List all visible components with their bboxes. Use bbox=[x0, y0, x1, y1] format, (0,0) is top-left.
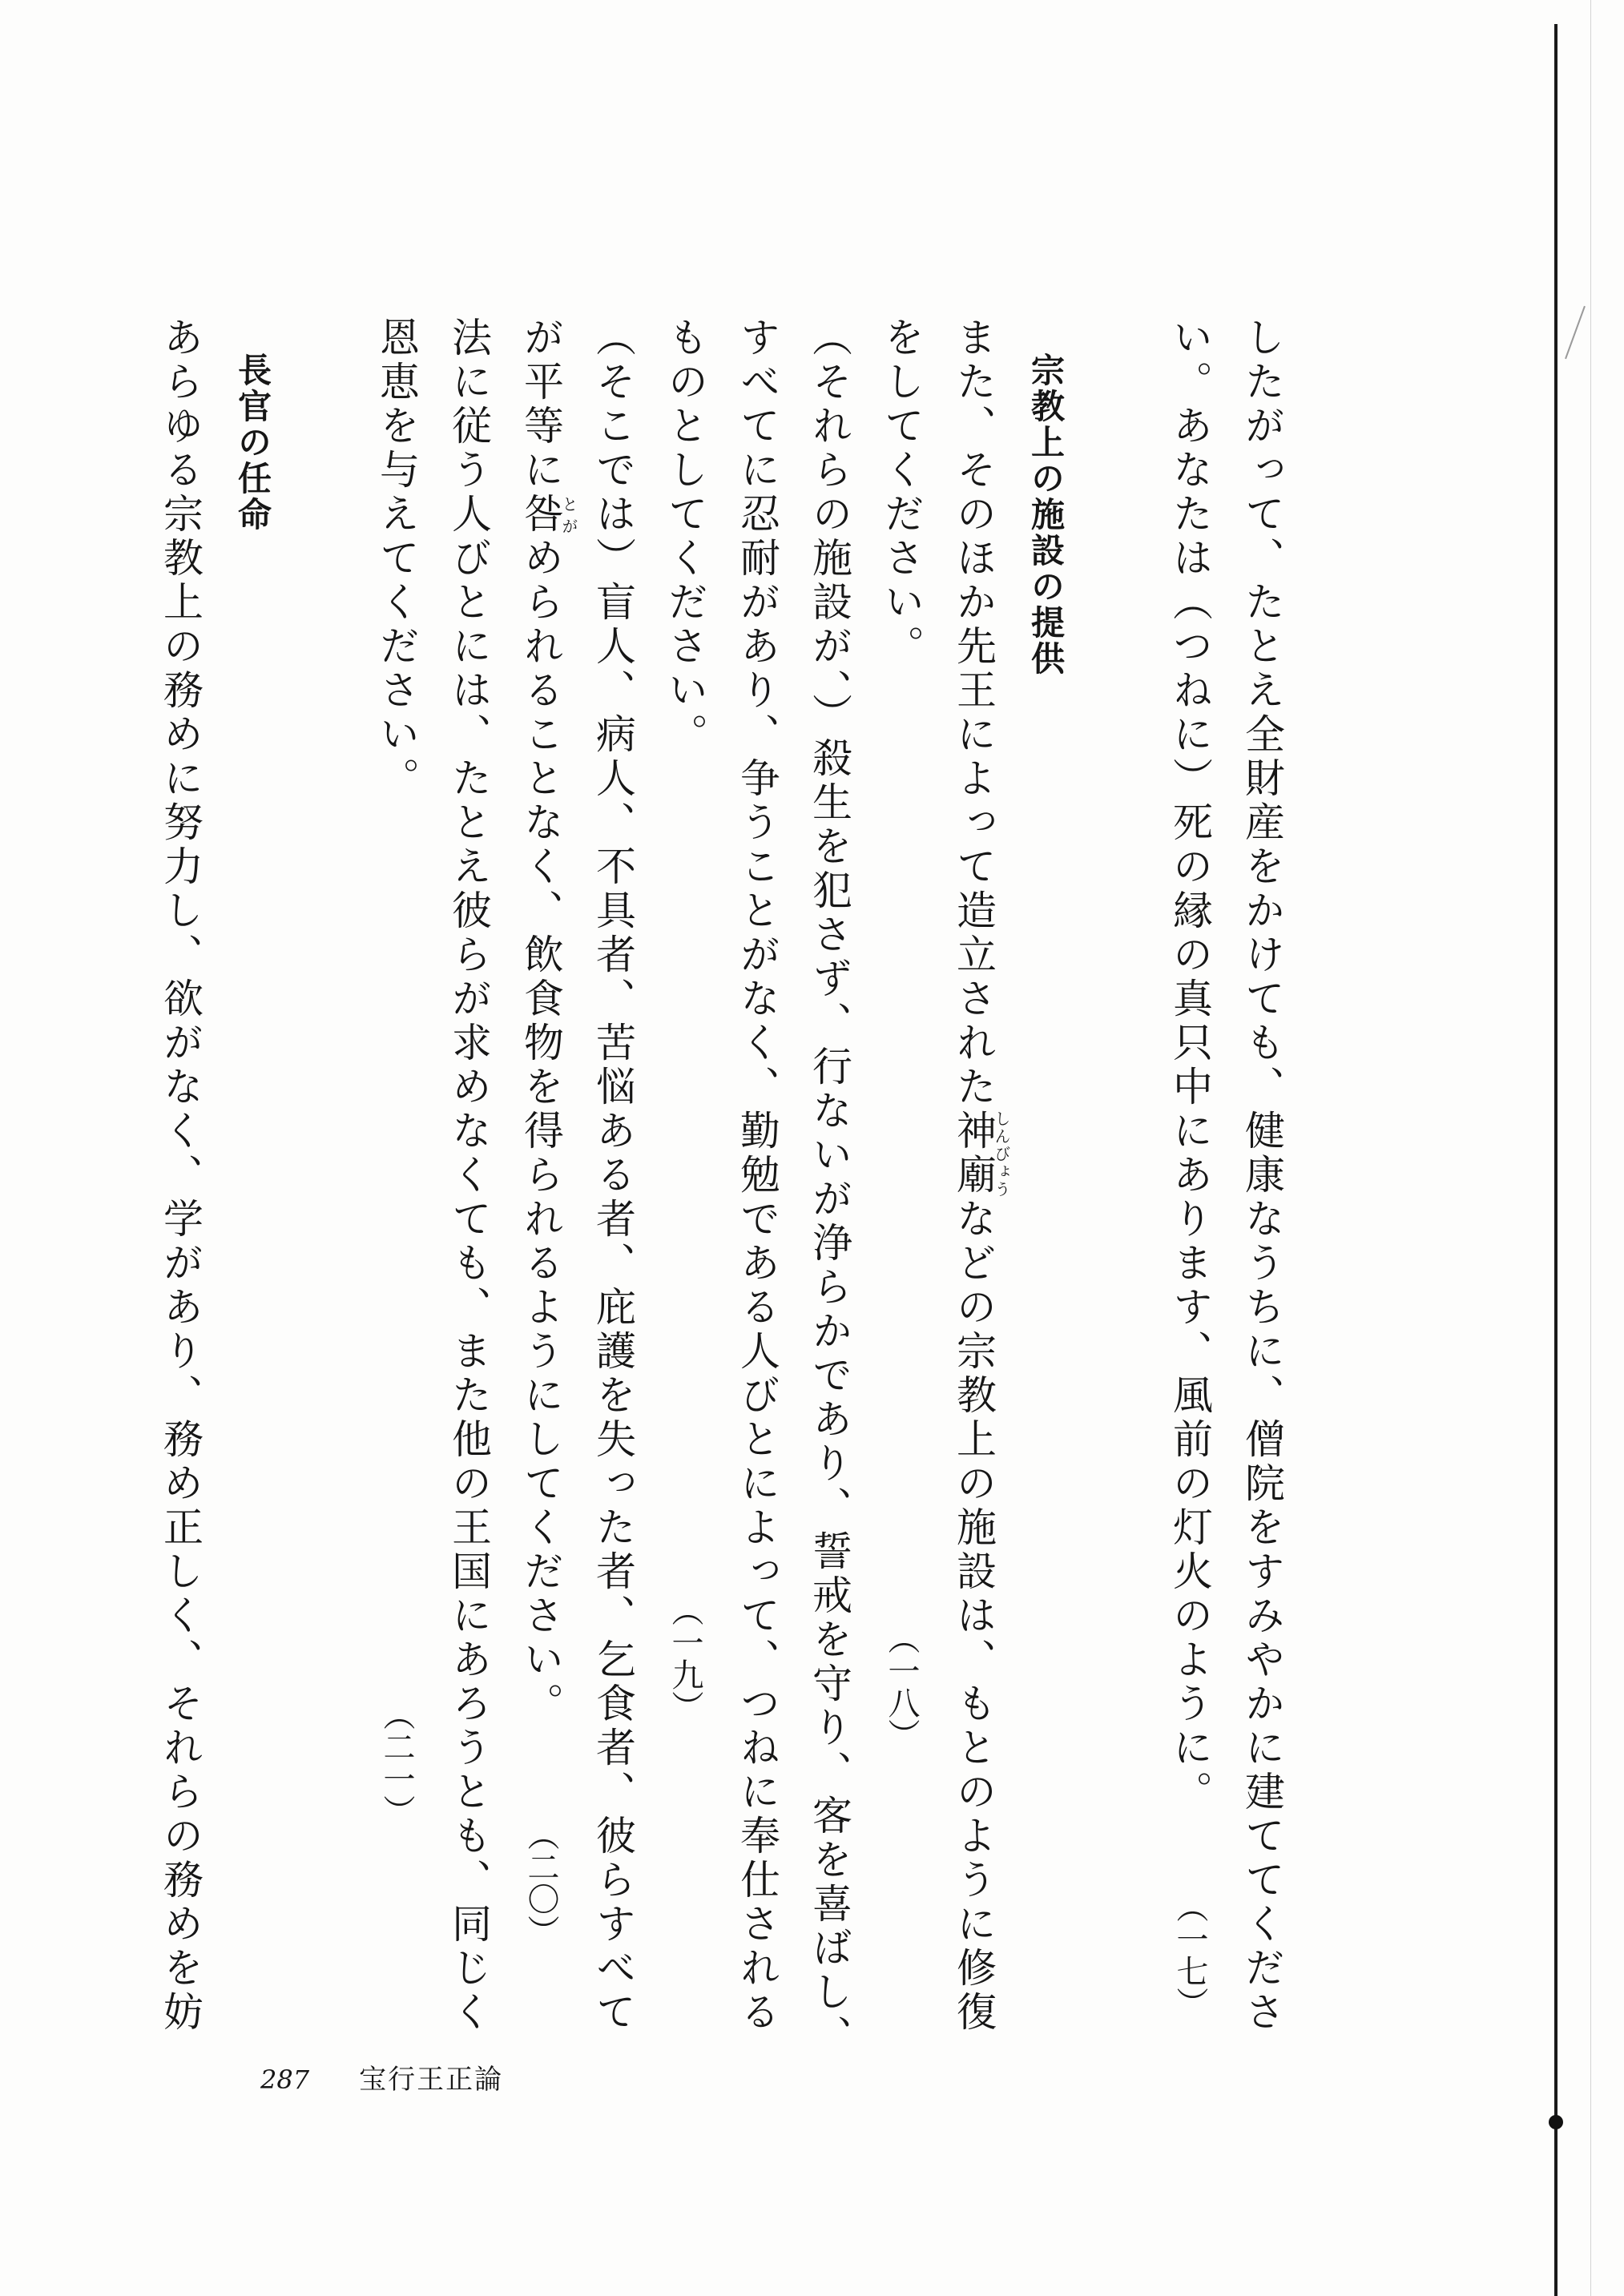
binding-mark bbox=[1549, 2115, 1563, 2129]
text-line bbox=[1154, 316, 1226, 2019]
binding-edge-line bbox=[1554, 24, 1558, 2296]
section-heading bbox=[216, 316, 288, 1927]
text-line bbox=[865, 316, 937, 1927]
line-text: あらゆる宗教上の務めに努力し、欲がなく、学があり、務め正しく、それらの務めを妨 bbox=[157, 316, 204, 2035]
line-text: などの宗教上の施設は、もとのように修復 bbox=[950, 1198, 997, 2035]
line-text: が平等に bbox=[518, 316, 564, 493]
scan-edge-line bbox=[1590, 0, 1591, 2296]
text-line bbox=[144, 316, 216, 2035]
line-text: められることなく、飲食物を得られるようにしてください。 bbox=[518, 537, 564, 1726]
text-line bbox=[433, 316, 505, 2035]
verse-number: （二〇） bbox=[522, 1819, 559, 1947]
text-line bbox=[577, 316, 649, 2035]
line-text: すべてに忍耐があり、争うことがなく、勤勉である人びとによって、つねに奉仕される bbox=[734, 316, 780, 2035]
line-text: ものとしてください。 bbox=[662, 316, 708, 757]
text-line bbox=[649, 316, 721, 1927]
ruby-reading: しんびょう bbox=[992, 1110, 1011, 1198]
line-text: をしてください。 bbox=[878, 316, 925, 669]
verse-number: （一九） bbox=[667, 1594, 703, 1722]
blank-line bbox=[1082, 316, 1154, 1927]
line-text: （それらの施設が、）殺生を犯さず、行ないが浄らかであり、誓戒を守り、客を喜ばし、 bbox=[806, 316, 852, 2059]
vertical-text-body bbox=[157, 316, 1298, 2059]
text-line bbox=[793, 316, 865, 2059]
ruby-reading: とが bbox=[559, 493, 578, 537]
section-heading bbox=[1009, 316, 1082, 1927]
ruby-word bbox=[518, 493, 578, 537]
scan-mark bbox=[1565, 306, 1586, 359]
line-text: い。あなたは（つねに）死の縁の真只中にあります、風前の灯火のように。 bbox=[1167, 316, 1213, 1815]
text-line bbox=[361, 316, 433, 1927]
verse-number: （一七） bbox=[1171, 1891, 1208, 2019]
verse-number: （二一） bbox=[378, 1698, 415, 1827]
text-line bbox=[721, 316, 793, 2035]
heading-text: 宗教上の施設の提供 bbox=[1026, 352, 1066, 677]
line-text: 恩恵を与えてください。 bbox=[373, 316, 420, 801]
ruby-word bbox=[950, 1110, 1011, 1198]
page-number: 287 bbox=[260, 2064, 310, 2095]
running-title: 宝行王正論 bbox=[359, 2064, 504, 2096]
line-text: したがって、たとえ全財産をかけても、健康なうちに、僧院をすみやかに建ててくださ bbox=[1239, 316, 1285, 2035]
blank-line bbox=[288, 316, 361, 1927]
line-text: （そこでは）盲人、病人、不具者、苦悩ある者、庇護を失った者、乞食者、彼らすべて bbox=[590, 316, 636, 2035]
text-line bbox=[937, 316, 1011, 2035]
verse-number: （一八） bbox=[883, 1622, 920, 1750]
page-footer bbox=[260, 2057, 503, 2097]
line-text: 法に従う人びとには、たとえ彼らが求めなくても、また他の王国にあろうとも、同じく bbox=[445, 316, 492, 2035]
line-text: また、そのほか先王によって造立された bbox=[950, 316, 997, 1110]
ruby-base: 咎 bbox=[518, 493, 564, 537]
text-line bbox=[505, 316, 578, 1947]
ruby-base: 神廟 bbox=[950, 1110, 997, 1198]
heading-text: 長官の任命 bbox=[233, 352, 272, 533]
text-line bbox=[1226, 316, 1298, 2035]
